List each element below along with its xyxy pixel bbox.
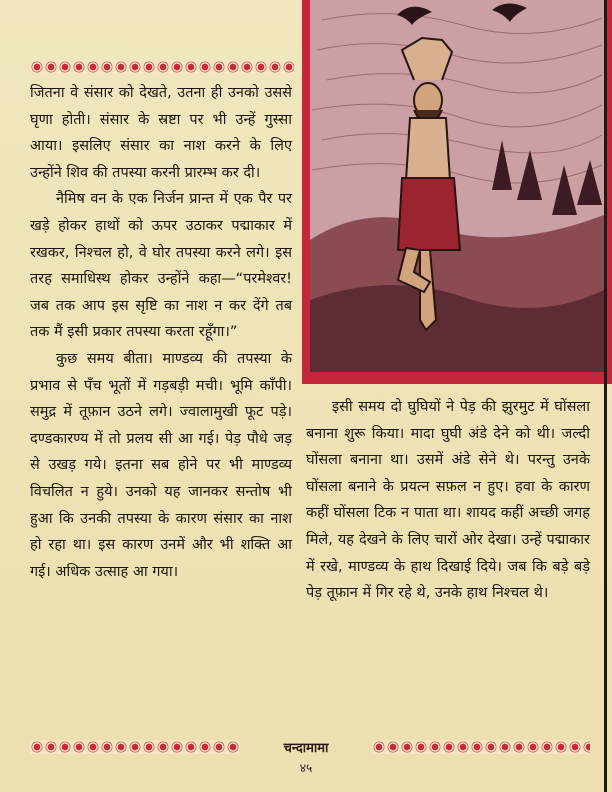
page-edge-line (604, 0, 607, 792)
left-paragraph-2: नैमिष वन के एक निर्जन प्रान्त में एक पैर पर खड़े होकर हाथों को ऊपर उठाकर पद्माकार में रखकर, निश्चल हो, वे घोर तपस्या करने लगे। इस तरह समाधिस्थ होकर उन्होंने कहा—“परमेश्वर! जब तक आप इस सृष्टि का नाश न कर देंगे तब तक मैं इसी प्रकार तपस्या करता रहूँगा।” (30, 191, 292, 341)
right-text-column (306, 394, 590, 607)
top-ornament-border (30, 60, 294, 74)
bottom-right-ornament-border (372, 740, 590, 754)
magazine-name: चन्दामामा (283, 741, 329, 756)
left-text-column (30, 80, 292, 585)
left-paragraph-1: जितना वे संसार को देखते, उतना ही उनको उससे घृणा होती। संसार के स्रष्टा पर भी उन्हें गुस्सा आया। इसलिए संसार का नाश करने के लिए उन्होंने शिव की तपस्या करनी प्रारम्भ कर दी। (30, 85, 292, 181)
bottom-left-ornament-border (30, 740, 240, 754)
left-paragraph-3: कुछ समय बीता। माण्डव्य की तपस्या के प्रभाव से पँच भूतों में गड़बड़ी मची। भूमि काँपी। समुद्र में तूफ़ान उठने लगे। ज्वालामुखी फूट पड़े। दण्डकारण्य में तो प्रलय सी आ गई। पेड़ पौधे जड़ से उखड़ गये। इतना सब होने पर भी माण्डव्य विचलित न हुये। उनको यह जानकर सन्तोष भी हुआ कि उनकी तपस्या के कारण संसार का नाश हो रहा था। इस कारण उनमें और भी शक्ति आ गई। अधिक उत्साह आ गया। (30, 350, 292, 580)
right-paragraph-1: इसी समय दो घुघियों ने पेड़ की झुरमुट में घोंसला बनाना शुरू किया। मादा घुघी अंडे देने को थी। जल्दी घोंसला बनाना था। उसमें अंडे सेने थे। परन्तु उनके घोंसला बनाने के प्रयत्न सफ़ल न हुए। हवा के कारण कहीं घोंसला टिक न पाता था। शायद कहीं अच्छी जगह मिले, यह देखने के लिए चारों ओर देखा। उन्हें पद्माकार में रखे, माण्डव्य के हाथ दिखाई दिये। जब कि बड़े बड़े पेड़ तूफ़ान में गिर रहे थे, उनके हाथ निश्चल थे। (306, 399, 590, 602)
page-number: ४५ (299, 761, 313, 775)
ascetic-meditating-illustration-icon (302, 0, 612, 384)
